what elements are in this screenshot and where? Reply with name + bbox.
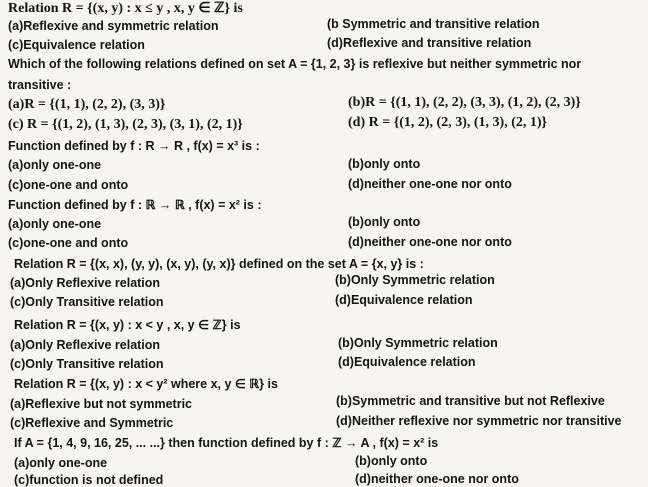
q7-option-b: (b)Symmetric and transitive but not Reflexive bbox=[336, 394, 605, 408]
q6-option-c: (c)Only Transitive relation bbox=[10, 357, 164, 371]
q5-option-a: (a)Only Reflexive relation bbox=[10, 276, 161, 290]
q1-option-d: (d)Reflexive and transitive relation bbox=[327, 36, 532, 50]
q5-stem: Relation R = {(x, x), (y, y), (x, y), (y, x)} defined on the set A = {x, y} is : bbox=[14, 257, 424, 271]
q2-option-c: (c) R = {(1, 2), (1, 3), (2, 3), (3, 1), (2, 1)} bbox=[8, 117, 243, 132]
q3-option-d: (d)neither one-one nor onto bbox=[348, 177, 512, 191]
q7-stem: Relation R = {(x, y) : x < y² where x, y ∈ ℝ} is bbox=[14, 377, 278, 391]
q4-option-a: (a)only one-one bbox=[8, 217, 102, 231]
q1-option-c: (c)Equivalence relation bbox=[8, 38, 145, 52]
q7-option-c: (c)Reflexive and Symmetric bbox=[10, 416, 174, 430]
q2-stem-line2: transitive : bbox=[8, 78, 72, 92]
q6-option-d: (d)Equivalence relation bbox=[338, 355, 476, 369]
q6-option-a: (a)Only Reflexive relation bbox=[10, 338, 161, 352]
q5-option-c: (c)Only Transitive relation bbox=[10, 295, 164, 309]
q8-option-d: (d)neither one-one nor onto bbox=[355, 472, 519, 486]
q1-option-b: (b Symmetric and transitive relation bbox=[327, 17, 540, 31]
q8-stem: If A = {1, 4, 9, 16, 25, ... ...} then function defined by f : ℤ → A , f(x) = x² is bbox=[14, 436, 439, 450]
q3-option-a: (a)only one-one bbox=[8, 158, 102, 172]
q2-option-d: (d) R = {(1, 2), (2, 3), (1, 3), (2, 1)} bbox=[348, 115, 548, 130]
q7-option-d: (d)Neither reflexive nor symmetric nor transitive bbox=[336, 414, 622, 428]
q3-stem: Function defined by f : R → R , f(x) = x³ is : bbox=[8, 139, 260, 153]
q1-stem: Relation R = {(x, y) : x ≤ y , x, y ∈ ℤ} is bbox=[8, 1, 243, 16]
q2-option-a: (a)R = {(1, 1), (2, 2), (3, 3)} bbox=[8, 97, 166, 112]
q8-option-c: (c)function is not defined bbox=[14, 473, 164, 487]
q6-option-b: (b)Only Symmetric relation bbox=[338, 336, 498, 350]
q3-option-c: (c)one-one and onto bbox=[8, 178, 129, 192]
q5-option-b: (b)Only Symmetric relation bbox=[335, 273, 495, 287]
q8-option-a: (a)only one-one bbox=[14, 456, 108, 470]
q2-stem-line1: Which of the following relations defined on set A = {1, 2, 3} is reflexive but neither symmetric nor bbox=[8, 57, 582, 71]
q4-stem: Function defined by f : ℝ → ℝ , f(x) = x² is : bbox=[8, 198, 262, 212]
q5-option-d: (d)Equivalence relation bbox=[335, 293, 473, 307]
q8-option-b: (b)only onto bbox=[355, 454, 428, 468]
q7-option-a: (a)Reflexive but not symmetric bbox=[10, 397, 192, 411]
q3-option-b: (b)only onto bbox=[348, 157, 421, 171]
q1-option-a: (a)Reflexive and symmetric relation bbox=[8, 19, 219, 33]
q4-option-b: (b)only onto bbox=[348, 215, 421, 229]
q2-option-b: (b)R = {(1, 1), (2, 2), (3, 3), (1, 2), (2, 3)} bbox=[348, 95, 581, 110]
q6-stem: Relation R = {(x, y) : x < y , x, y ∈ ℤ} is bbox=[14, 318, 241, 332]
q4-option-c: (c)one-one and onto bbox=[8, 236, 129, 250]
q4-option-d: (d)neither one-one nor onto bbox=[348, 235, 512, 249]
